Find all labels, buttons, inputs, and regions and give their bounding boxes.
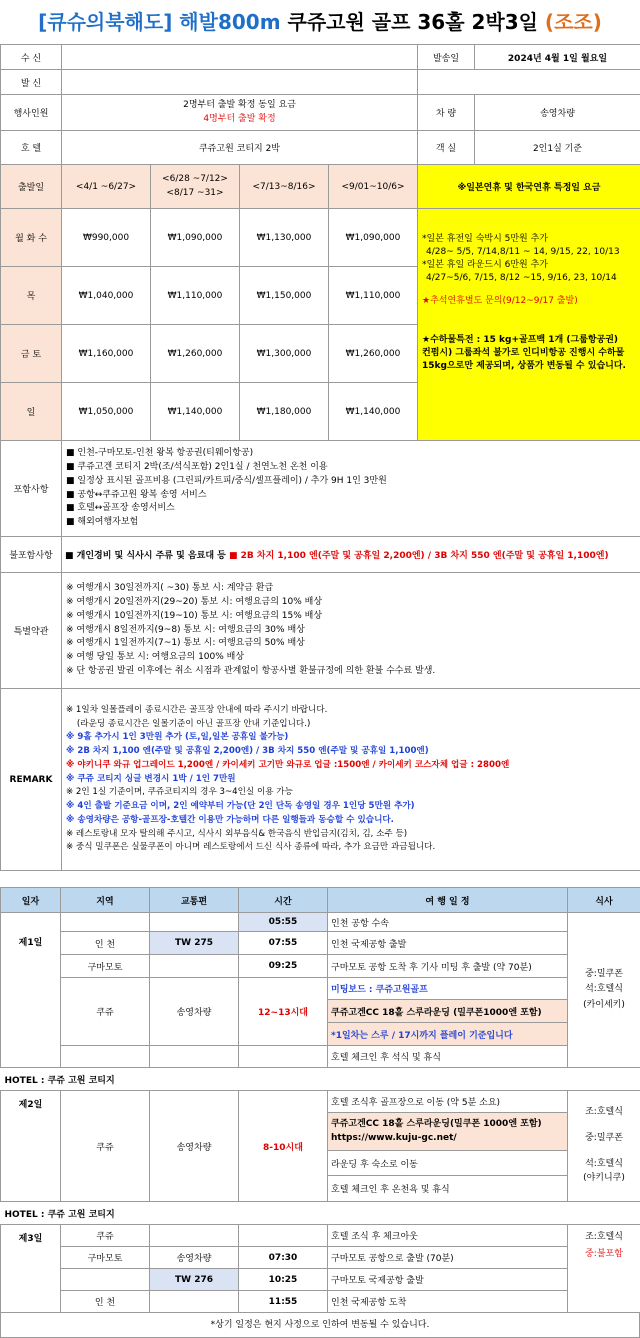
recipient-label: 수 신 (1, 45, 62, 70)
day3-time: 10:25 (239, 1269, 328, 1291)
remark-item: ※ 중식 밀쿠폰은 실물쿠폰이 아니며 레스토랑에서 드신 식사 종류에 따라, 추가 요금만 과금됩니다. (66, 841, 636, 855)
recipient-value (62, 45, 418, 70)
day2-meal: 중:밀쿠폰 (571, 1132, 637, 1146)
price-cell: ₩1,090,000 (329, 209, 418, 267)
day3-area: 인 천 (61, 1291, 150, 1313)
period-4: <9/01~10/6> (329, 165, 418, 209)
day2-schedule: 라운딩 후 숙소로 이동 (328, 1151, 568, 1176)
includes-item: ■ 호텔↔골프장 송영서비스 (66, 502, 636, 516)
day3-transport: 송영차량 (150, 1247, 239, 1269)
day3-schedule: 구마모토 국제공항 출발 (328, 1269, 568, 1291)
price-cell: ₩1,110,000 (151, 267, 240, 325)
remark-label: REMARK (1, 689, 62, 871)
terms-item: ※ 여행개시 1일전까지(7~1) 통보 시: 여행요금의 50% 배상 (66, 637, 636, 651)
itinerary-footer: *상기 일정은 현지 사정으로 인하여 변동될 수 있습니다. (0, 1313, 640, 1338)
day1-meal: 중:밀쿠폰 (571, 967, 637, 982)
day1-time: 09:25 (239, 955, 328, 978)
price-row-label: 월 화 수 (1, 209, 62, 267)
room-value: 2인1실 기준 (475, 131, 640, 164)
hotel-label: 호 텔 (1, 131, 62, 165)
day1-schedule: *1일차는 스루 / 17시까지 플레이 기준입니다 (328, 1023, 568, 1046)
terms-item: ※ 단 항공권 발권 이후에는 취소 시점과 관계없이 항공사별 환불규정에 의한 환불 수수료 발생. (66, 665, 636, 679)
includes-item: ■ 쿠쥬고겐 코티지 2박(조/석식포함) 2인1실 / 천연노천 온천 이용 (66, 461, 636, 475)
golf-url-link[interactable]: https://www.kuju-gc.net/ (331, 1132, 564, 1146)
note1b: 4/28~ 5/5, 7/14,8/11 ~ 14, 9/15, 22, 10/13 (422, 246, 636, 259)
day3-schedule: 인천 국제공항 도착 (328, 1291, 568, 1313)
day1-schedule: 인천 국제공항 출발 (328, 932, 568, 955)
day3-meal: 중:불포함 (571, 1246, 637, 1263)
price-cell: ₩1,160,000 (62, 325, 151, 383)
day1-meal: (카이세키) (571, 998, 637, 1013)
price-cell: ₩1,140,000 (329, 383, 418, 441)
includes-item: ■ 해외여행자보험 (66, 516, 636, 530)
day2-area: 쿠쥬 (61, 1091, 150, 1202)
price-cell: ₩1,110,000 (329, 267, 418, 325)
remark-item: ※ 1일차 일몰플레이 종료시간은 골프장 안내에 따라 주시기 바랍니다. (66, 704, 636, 718)
vehicle-value: 송영차량 (475, 95, 640, 130)
price-cell: ₩1,090,000 (151, 209, 240, 267)
vehicle-label: 차 량 (418, 95, 475, 130)
day2-label: 제2일 (1, 1091, 61, 1202)
day2-schedule: 호텔 조식후 골프장으로 이동 (약 5분 소요) (328, 1091, 568, 1113)
page-title (0, 0, 640, 44)
day3-label: 제3일 (1, 1225, 61, 1313)
day3-schedule: 호텔 조식 후 체크아웃 (328, 1225, 568, 1247)
day1-time: 12~13시대 (239, 978, 328, 1046)
sender-value (62, 70, 418, 95)
day1-meal: 석:호텔식 (571, 982, 637, 997)
day1-area: 인 천 (61, 932, 150, 955)
remark-item: ※ 4인 출발 기준요금 이며, 2인 예약부터 가능(단 2인 단독 송영일 경우 1인당 5만원 추가) (66, 800, 636, 814)
day2-meal: (야키니쿠) (571, 1172, 637, 1186)
note4: ★수하물특전 : 15 kg+골프백 1개 (그룹항공권) (422, 334, 636, 347)
day2-meal: 조:호텔식 (571, 1106, 637, 1120)
day1-transport: TW 275 (150, 932, 239, 955)
price-cell: ₩1,050,000 (62, 383, 151, 441)
day3-schedule: 구마모토 공항으로 출발 (70분) (328, 1247, 568, 1269)
hotel-row: HOTEL : 쿠쥬 고원 코티지 (1, 1068, 640, 1091)
remark-item: ※ 2인 1실 기준이며, 쿠쥬코티지의 경우 3~4인실 이용 가능 (66, 786, 636, 800)
special-title: ※일본연휴 및 한국연휴 특정일 요금 (418, 165, 640, 209)
tour-label: 행사인원 (1, 95, 62, 131)
title-part1: [큐슈의북해도] 해발800m (38, 10, 280, 34)
remark-item: ※ 송영차량은 공항-골프장-호텔간 이용만 가능하며 다른 일행들과 동승할 수 있습니다. (66, 814, 636, 828)
terms-item: ※ 여행개시 8일전까지(9~8) 통보 시: 여행요금의 30% 배상 (66, 624, 636, 638)
includes-item: ■ 일정상 표시된 골프비용 (그린피/카트피/중식/셀프플레이) / 추가 9H 1인 3만원 (66, 475, 636, 489)
includes-list (66, 447, 636, 531)
day1-schedule: 미팅보드 : 쿠쥬고원골프 (328, 978, 568, 1000)
note4b: 컨펌시) 그룹좌석 불가로 인디비항공 진행시 수하물 15kg으로만 제공되며, 상품가 변동될 수 있습니다. (422, 347, 636, 373)
room-label: 객 실 (418, 131, 475, 164)
excludes-charge: ■ 2B 차지 1,100 엔(주말 및 공휴일 2,200엔) / 3B 차지 550 엔(주말 및 공휴일 1,100엔) (229, 551, 609, 561)
remark-item: ※ 쿠쥬 코티지 싱글 변경시 1박 / 1인 7만원 (66, 773, 636, 787)
col-time: 시간 (239, 888, 328, 913)
price-cell: ₩1,140,000 (151, 383, 240, 441)
day1-schedule: 구마모토 공항 도착 후 기사 미팅 후 출발 (약 70분) (328, 955, 568, 978)
hotel-value: 쿠쥬고원 코티지 2박 (62, 131, 418, 165)
price-cell: ₩1,260,000 (151, 325, 240, 383)
day2-time: 8-10시대 (239, 1091, 328, 1202)
day1-label: 제1일 (1, 913, 61, 1068)
col-area: 지역 (61, 888, 150, 913)
depart-label: 출발일 (1, 165, 62, 209)
terms-item: ※ 여행개시 10일전까지(19~10) 통보 시: 여행요금의 15% 배상 (66, 610, 636, 624)
price-cell: ₩1,300,000 (240, 325, 329, 383)
day1-schedule: 쿠쥬고겐CC 18홀 스루라운딩 (밀쿠폰1000엔 포함) (328, 1000, 568, 1023)
info-table (0, 44, 640, 871)
terms-label: 특별약관 (1, 573, 62, 689)
special-notes (418, 209, 640, 441)
price-cell: ₩1,150,000 (240, 267, 329, 325)
terms-item: ※ 여행 당일 통보 시: 여행요금의 100% 배상 (66, 651, 636, 665)
send-date: 2024년 4월 1일 월요일 (475, 45, 640, 69)
day1-area: 쿠쥬 (61, 978, 150, 1046)
price-cell: ₩1,130,000 (240, 209, 329, 267)
day2-meal: 석:호텔식 (571, 1158, 637, 1172)
remark-item: ※ 야키니쿠 와규 업그레이드 1,200엔 / 카이세키 고기만 와규로 업글 :1500엔 / 카이세키 코스자체 업글 : 2800엔 (66, 759, 636, 773)
day1-schedule: 인천 공항 수속 (328, 913, 568, 932)
day1-transport: 송영차량 (150, 978, 239, 1046)
period-2a: <6/28 ~7/12> (154, 173, 236, 187)
day3-time: 11:55 (239, 1291, 328, 1313)
day1-time: 05:55 (239, 913, 328, 932)
day2-schedule: 호텔 체크인 후 온천욕 및 휴식 (328, 1176, 568, 1202)
day3-area: 구마모토 (61, 1247, 150, 1269)
day2-schedule: 쿠쥬고겐CC 18홀 스루라운딩(밀쿠폰 1000엔 포함) (331, 1118, 564, 1132)
title-part3: (조조) (545, 10, 602, 34)
price-row-label: 일 (1, 383, 62, 441)
sender-extra (418, 70, 640, 95)
includes-item: ■ 인천-구마모토-인천 왕복 항공권(티웨이항공) (66, 447, 636, 461)
excludes-bullet-icon: ■ (65, 551, 77, 561)
col-day: 일자 (1, 888, 61, 913)
excludes-text: 개인경비 및 식사시 주류 및 음료대 등 (77, 551, 226, 561)
day3-meal: 조:호텔식 (571, 1229, 637, 1246)
includes-item: ■ 공항↔쿠쥬고원 왕복 송영 서비스 (66, 489, 636, 503)
tour-line1: 2명부터 출발 확정 동일 요금 (65, 99, 414, 113)
note2: *일본 휴일 라운드시 6만원 추가 (422, 259, 636, 272)
col-schedule: 여 행 일 정 (328, 888, 568, 913)
note1: *일본 휴전일 숙박시 5만원 추가 (422, 233, 636, 246)
note3: ★추석연휴별도 문의(9/12~9/17 출발) (422, 295, 636, 308)
col-transport: 교통편 (150, 888, 239, 913)
day3-area: 쿠쥬 (61, 1225, 150, 1247)
period-3: <7/13~8/16> (240, 165, 329, 209)
price-cell: ₩1,040,000 (62, 267, 151, 325)
remark-item: ※ 2B 차지 1,100 엔(주말 및 공휴일 2,200엔) / 3B 차지 550 엔(주말 및 공휴일 1,100엔) (66, 745, 636, 759)
price-cell: ₩990,000 (62, 209, 151, 267)
day1-area: 구마모토 (61, 955, 150, 978)
price-cell: ₩1,260,000 (329, 325, 418, 383)
price-row-label: 목 (1, 267, 62, 325)
note2b: 4/27~5/6, 7/15, 8/12 ~15, 9/16, 23, 10/14 (422, 272, 636, 285)
remark-item: (라운딩 종료시간은 일몰기준이 아닌 골프장 안내 기준입니다.) (66, 718, 636, 732)
terms-item: ※ 여행개시 30일전까지( ~30) 통보 시: 계약금 환급 (66, 582, 636, 596)
tour-line2: 4명부터 출발 확정 (65, 113, 414, 127)
remark-item: ※ 레스토랑내 모자 탈의해 주시고, 식사시 외부음식& 한국음식 반입금지(김치, 김, 소주 등) (66, 828, 636, 842)
period-1: <4/1 ~6/27> (62, 165, 151, 209)
send-date-label: 발송일 (418, 45, 475, 69)
price-row-label: 금 토 (1, 325, 62, 383)
title-part2: 쿠쥬고원 골프 36홀 2박3일 (288, 10, 538, 34)
day1-time: 07:55 (239, 932, 328, 955)
terms-item: ※ 여행개시 20일전까지(29~20) 통보 시: 여행요금의 10% 배상 (66, 596, 636, 610)
sender-label: 발 신 (1, 70, 62, 95)
day3-transport: TW 276 (150, 1269, 239, 1291)
hotel-row: HOTEL : 쿠쥬 고원 코티지 (1, 1202, 640, 1225)
remark-item: ※ 9홀 추가시 1인 3만원 추가 (토,일,일본 공휴일 불가능) (66, 731, 636, 745)
price-cell: ₩1,180,000 (240, 383, 329, 441)
day2-transport: 송영차량 (150, 1091, 239, 1202)
col-meal: 식사 (568, 888, 640, 913)
excludes-label: 불포함사항 (1, 537, 62, 573)
includes-label: 포함사항 (1, 441, 62, 537)
period-2b: <8/17 ~31> (154, 187, 236, 201)
itinerary-table (0, 887, 640, 1313)
day3-time: 07:30 (239, 1247, 328, 1269)
day1-schedule: 호텔 체크인 후 석식 및 휴식 (328, 1046, 568, 1068)
